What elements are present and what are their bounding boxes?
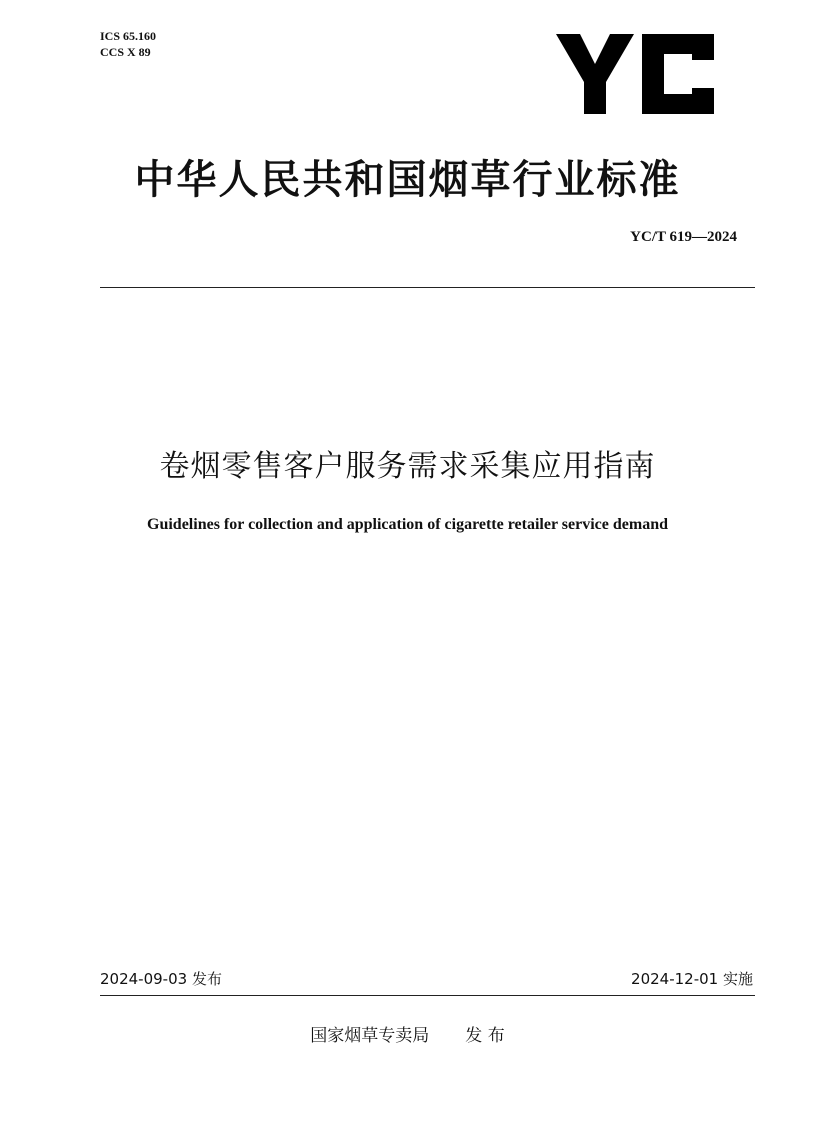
top-divider xyxy=(100,287,755,288)
classification-codes xyxy=(100,28,156,60)
publish-label: 发 布 xyxy=(465,1026,505,1046)
effective-date: 2024-12-01 实施 xyxy=(631,970,753,988)
yc-logo xyxy=(556,34,714,114)
publisher-name: 国家烟草专卖局 xyxy=(310,1026,430,1046)
publisher-line xyxy=(0,1021,815,1046)
issue-date: 2024-09-03 发布 xyxy=(100,970,222,988)
authority-title: 中华人民共和国烟草行业标准 xyxy=(134,157,681,203)
document-title-english: Guidelines for collection and application of cigarette retailer service demand xyxy=(147,516,668,533)
standard-number: YC/T 619—2024 xyxy=(630,229,737,245)
bottom-divider xyxy=(100,995,755,996)
ics-code: ICS 65.160 xyxy=(100,29,157,43)
document-title-chinese: 卷烟零售客户服务需求采集应用指南 xyxy=(159,449,656,484)
ccs-code: CCS X 89 xyxy=(100,45,151,59)
